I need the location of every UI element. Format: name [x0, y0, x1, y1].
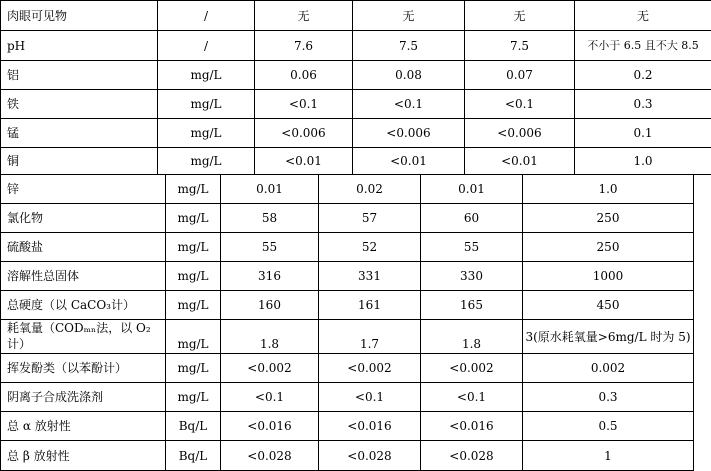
sample-1-value-cell: <0.028: [221, 441, 319, 471]
sample-3-value-cell: 7.5: [465, 31, 575, 61]
sample-2-value-cell: 52: [319, 233, 421, 262]
limit-value-cell: 1.0: [523, 175, 694, 204]
water-quality-table-upper: [0, 0, 711, 175]
sample-2-value-cell: 0.02: [319, 175, 421, 204]
sample-1-value-cell: <0.002: [221, 354, 319, 383]
table-row: [1, 175, 694, 204]
sample-3-value-cell: <0.028: [421, 441, 523, 471]
table-row: [1, 412, 694, 441]
sample-1-value-cell: 160: [221, 291, 319, 320]
item-name-cell: 肉眼可见物: [1, 1, 158, 31]
item-name-cell: 锰: [1, 119, 158, 148]
item-name-cell: 锌: [1, 175, 166, 204]
item-name-cell: 挥发酚类（以苯酚计）: [1, 354, 166, 383]
limit-value-cell: 250: [523, 204, 694, 233]
item-name-cell: 铁: [1, 90, 158, 119]
sample-2-value-cell: 0.08: [353, 61, 465, 90]
table-row: [1, 262, 694, 291]
sample-1-value-cell: <0.1: [255, 90, 353, 119]
sample-1-value-cell: 58: [221, 204, 319, 233]
item-name-cell: 溶解性总固体: [1, 262, 166, 291]
table-row: [1, 383, 694, 412]
sample-2-value-cell: <0.1: [319, 383, 421, 412]
limit-value-cell: 0.5: [523, 412, 694, 441]
table-row: [1, 320, 694, 354]
item-name-cell: pH: [1, 31, 158, 61]
item-name-cell: 总 α 放射性: [1, 412, 166, 441]
sample-1-value-cell: <0.01: [255, 148, 353, 175]
sample-1-value-cell: 0.06: [255, 61, 353, 90]
sample-1-value-cell: <0.016: [221, 412, 319, 441]
limit-value-cell: 250: [523, 233, 694, 262]
sample-3-value-cell: 1.8: [421, 320, 523, 354]
limit-value-cell: 无: [575, 1, 711, 31]
sample-3-value-cell: 0.07: [465, 61, 575, 90]
sample-1-value-cell: 7.6: [255, 31, 353, 61]
limit-value-cell: 0.3: [523, 383, 694, 412]
sample-3-value-cell: <0.002: [421, 354, 523, 383]
item-name-cell: 总硬度（以 CaCO₃计）: [1, 291, 166, 320]
unit-cell: /: [158, 1, 255, 31]
sample-1-value-cell: <0.1: [221, 383, 319, 412]
sample-2-value-cell: 57: [319, 204, 421, 233]
item-name-cell: 铜: [1, 148, 158, 175]
sample-1-value-cell: 无: [255, 1, 353, 31]
limit-value-cell: 1000: [523, 262, 694, 291]
limit-value-cell: 不小于 6.5 且不大 8.5: [575, 31, 711, 61]
limit-value-cell: 0.2: [575, 61, 711, 90]
unit-cell: mg/L: [166, 204, 221, 233]
table-row: [1, 119, 711, 148]
sample-3-value-cell: 165: [421, 291, 523, 320]
unit-cell: mg/L: [158, 90, 255, 119]
unit-cell: mg/L: [166, 175, 221, 204]
unit-cell: mg/L: [158, 148, 255, 175]
sample-3-value-cell: 55: [421, 233, 523, 262]
unit-cell: Bq/L: [166, 441, 221, 471]
sample-2-value-cell: 7.5: [353, 31, 465, 61]
limit-value-cell: 0.1: [575, 119, 711, 148]
item-name-cell: 硫酸盐: [1, 233, 166, 262]
sample-3-value-cell: 330: [421, 262, 523, 291]
sample-3-value-cell: <0.1: [465, 90, 575, 119]
table-row: [1, 90, 711, 119]
limit-value-cell: 450: [523, 291, 694, 320]
limit-value-cell: 1: [523, 441, 694, 471]
sample-2-value-cell: <0.016: [319, 412, 421, 441]
sample-2-value-cell: 无: [353, 1, 465, 31]
sample-1-value-cell: 316: [221, 262, 319, 291]
table-row: [1, 31, 711, 61]
sample-1-value-cell: 1.8: [221, 320, 319, 354]
table-row: [1, 148, 711, 175]
unit-cell: mg/L: [166, 262, 221, 291]
table-row: [1, 1, 711, 31]
unit-cell: mg/L: [158, 61, 255, 90]
sample-2-value-cell: <0.006: [353, 119, 465, 148]
sample-2-value-cell: 1.7: [319, 320, 421, 354]
table-row: [1, 291, 694, 320]
unit-cell: mg/L: [166, 383, 221, 412]
item-name-cell: 阴离子合成洗涤剂: [1, 383, 166, 412]
unit-cell: mg/L: [166, 320, 221, 354]
unit-cell: mg/L: [166, 291, 221, 320]
table-row: [1, 354, 694, 383]
unit-cell: mg/L: [158, 119, 255, 148]
unit-cell: mg/L: [166, 354, 221, 383]
limit-value-cell: 0.002: [523, 354, 694, 383]
sample-2-value-cell: 331: [319, 262, 421, 291]
sample-2-value-cell: <0.002: [319, 354, 421, 383]
sample-2-value-cell: <0.01: [353, 148, 465, 175]
limit-value-cell: 1.0: [575, 148, 711, 175]
sample-2-value-cell: 161: [319, 291, 421, 320]
sample-3-value-cell: <0.1: [421, 383, 523, 412]
sample-3-value-cell: 无: [465, 1, 575, 31]
limit-value-cell: 0.3: [575, 90, 711, 119]
sample-2-value-cell: <0.1: [353, 90, 465, 119]
sample-1-value-cell: <0.006: [255, 119, 353, 148]
unit-cell: /: [158, 31, 255, 61]
table-row: [1, 233, 694, 262]
item-name-cell: 氯化物: [1, 204, 166, 233]
item-name-cell: 总 β 放射性: [1, 441, 166, 471]
item-name-cell: 铝: [1, 61, 158, 90]
table-row: [1, 441, 694, 471]
table-row: [1, 204, 694, 233]
sample-2-value-cell: <0.028: [319, 441, 421, 471]
sample-3-value-cell: <0.006: [465, 119, 575, 148]
sample-3-value-cell: <0.01: [465, 148, 575, 175]
limit-value-cell: 3(原水耗氧量>6mg/L 时为 5): [523, 320, 694, 354]
unit-cell: Bq/L: [166, 412, 221, 441]
sample-1-value-cell: 55: [221, 233, 319, 262]
table-row: [1, 61, 711, 90]
water-quality-table-lower: [0, 174, 694, 471]
sample-3-value-cell: <0.016: [421, 412, 523, 441]
sample-1-value-cell: 0.01: [221, 175, 319, 204]
sample-3-value-cell: 0.01: [421, 175, 523, 204]
sample-3-value-cell: 60: [421, 204, 523, 233]
item-name-cell: 耗氧量（CODₘₙ法，以 O₂ 计）: [1, 320, 166, 354]
unit-cell: mg/L: [166, 233, 221, 262]
